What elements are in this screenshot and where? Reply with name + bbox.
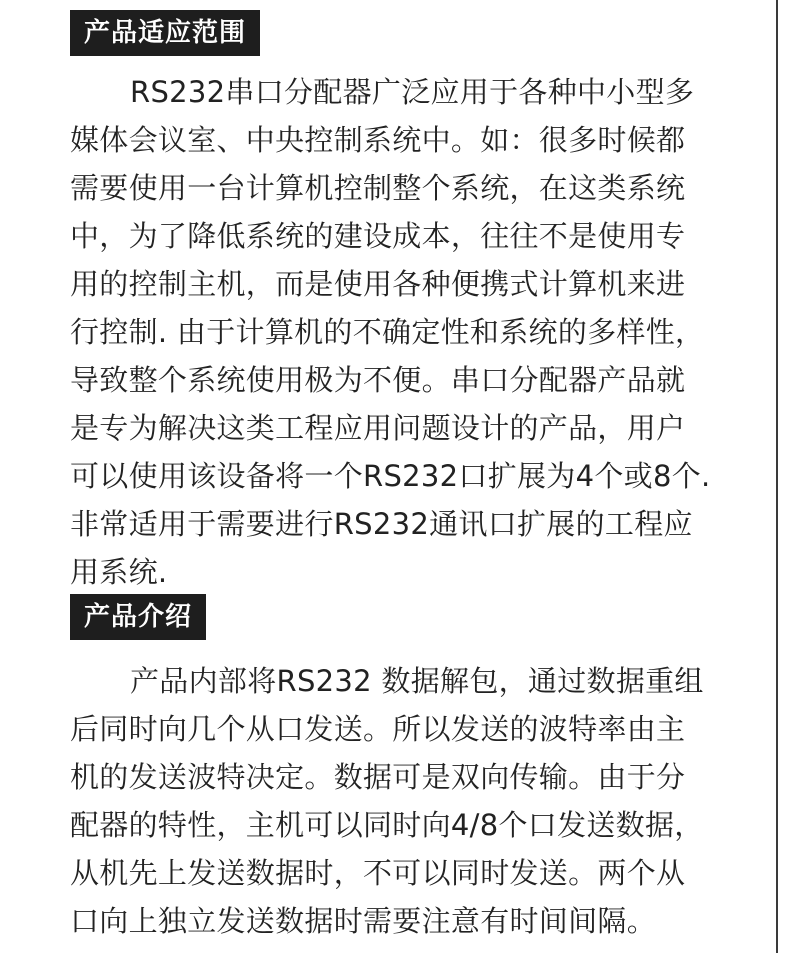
right-border-rule xyxy=(776,0,778,953)
scope-line: 可以使用该设备将一个RS232口扩展为4个或8个. xyxy=(70,459,711,493)
intro-line: 机的发送波特决定。数据可是双向传输。由于分 xyxy=(70,760,686,794)
section-heading-intro: 产品介绍 xyxy=(70,594,206,640)
intro-line: 口向上独立发送数据时需要注意有时间间隔。 xyxy=(70,904,657,938)
scope-line: 非常适用于需要进行RS232通讯口扩展的工程应 xyxy=(70,507,693,541)
intro-paragraph xyxy=(70,657,730,945)
scope-line: 用的控制主机，而是使用各种便携式计算机来进 xyxy=(70,267,686,301)
scope-line: 用系统. xyxy=(70,555,168,589)
scope-line: 行控制. 由于计算机的不确定性和系统的多样性， xyxy=(70,315,705,349)
scope-line: 需要使用一台计算机控制整个系统，在这类系统 xyxy=(70,171,686,205)
scope-line: 是专为解决这类工程应用问题设计的产品，用户 xyxy=(70,411,686,445)
intro-line: 配器的特性，主机可以同时向4/8个口发送数据， xyxy=(70,808,704,842)
intro-line: 从机先上发送数据时，不可以同时发送。两个从 xyxy=(70,856,686,890)
scope-paragraph xyxy=(70,68,730,596)
scope-line: RS232串口分配器广泛应用于各种中小型多 xyxy=(130,75,695,109)
intro-line: 后同时向几个从口发送。所以发送的波特率由主 xyxy=(70,712,686,746)
section-heading-scope: 产品适应范围 xyxy=(70,10,260,56)
scope-line: 媒体会议室、中央控制系统中。如：很多时候都 xyxy=(70,123,686,157)
intro-line: 产品内部将RS232 数据解包，通过数据重组 xyxy=(130,664,704,698)
scope-line: 中，为了降低系统的建设成本，往往不是使用专 xyxy=(70,219,686,253)
scope-line: 导致整个系统使用极为不便。串口分配器产品就 xyxy=(70,363,686,397)
